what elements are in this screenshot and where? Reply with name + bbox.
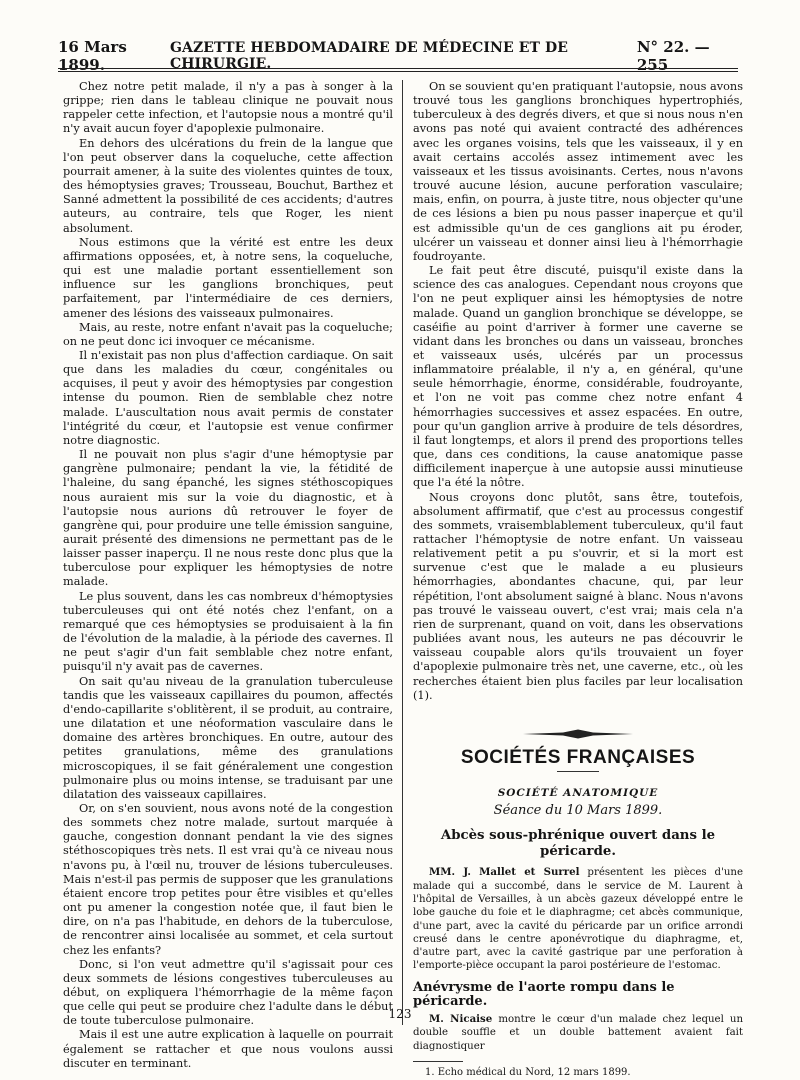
paragraph: Chez notre petit malade, il n'y a pas à songer à la grippe; rien dans le tableau clinique ne pouvait nous rappeler cette infection, et l'autopsie nous a montré qu'il n'y avait aucun foyer d'apoplexie pulmonaire.	[63, 80, 393, 136]
paragraph: Nous estimons que la vérité est entre les deux affirmations opposées, et, à notre sens, la coqueluche, qui est une maladie portant essentiellement son influence sur les ganglions bronchiques, peut parfaitement, par l'intermédiaire de ces derniers, amener des lésions des vaisseaux pulmonaires.	[63, 235, 393, 320]
paragraph: On se souvient qu'en pratiquant l'autopsie, nous avons trouvé tous les ganglions bronchiques hypertrophiés, tuberculeux à des degrés divers, et que si nous nous n'en avons pas noté qui avaient contracté des adhérences avec les organes voisins, tels que les vaisseaux, il y en avait certains accolés assez intimement avec les vaisseaux et les tissus avoisinants. Certes, nous n'avons trouvé aucune lésion, aucune perforation vasculaire; mais, enfin, on pourra, à juste titre, nous objecter qu'une de ces lésions a bien pu nous passer inaperçue et qu'il est admissible qu'un de ces ganglions ait pu éroder, ulcérer un vaisseau et donner ainsi lieu à l'hémorrhagie foudroyante.	[413, 80, 743, 263]
report-title: Abcès sous-phrénique ouvert dans le péricarde.	[440, 828, 716, 860]
paragraph: Il ne pouvait non plus s'agir d'une hémoptysie par gangrène pulmonaire; pendant la vie, la fétidité de l'haleine, du sang épanché, les signes stéthoscopiques nous auraient mis sur la voie du diagnostic, et à l'autopsie nous aurions dû retrouver le foyer de gangrène qui, pour produire une telle émission sanguine, aurait présenté des dimensions ne permettant pas de le laisser passer inaperçu. Il ne nous reste donc plus que la tuberculose pour expliquer les hémoptysies de notre malade.	[63, 448, 393, 589]
journal-title: GAZETTE HEBDOMADAIRE DE MÉDECINE ET DE CHIRURGIE.	[169, 40, 568, 72]
footnote-rule	[413, 1061, 463, 1062]
paragraph: Nous croyons donc plutôt, sans être, toutefois, absolument affirmatif, que c'est au processus congestif des sommets, vraisemblablement tuberculeux, qu'il faut rattacher l'hémoptysie de notre enfant. Un vaisseau relativement petit a pu s'ouvrir, et si la mort est survenue c'est que le malade a eu plusieurs hémorrhagies, abondantes chacune, qui, par leur répétition, l'ont absolument saigné à blanc. Nous n'avons pas trouvé le vaisseau ouvert, c'est vrai; mais cela n'a rien de surprenant, quand on voit, dans les observations publiées avant nous, les auteurs ne pas découvrir le vaisseau coupable alors qu'ils trouvaient un foyer d'apoplexie pulmonaire très net, une caverne, etc., où les recherches étaient bien plus faciles par leur localisation (1).	[413, 490, 743, 702]
header-rule	[58, 68, 738, 69]
society-name: SOCIÉTÉ ANATOMIQUE	[497, 787, 659, 800]
header-date: 16 Mars 1899.	[58, 38, 127, 74]
footnote: 1. Echo médical du Nord, 12 mars 1899.	[425, 1066, 631, 1078]
left-column	[63, 80, 393, 1071]
report-body	[413, 866, 743, 972]
paragraph: En dehors des ulcérations du frein de la langue que l'on peut observer dans la coqueluche, cette affection pourrait amener, à la suite des violentes quintes de toux, des hémoptysies graves; Trousseau, Bouchut, Barthez et Sanné admettent la possibilité de ces accidents; d'autres auteurs, au contraire, tels que Roger, les nient absolument.	[63, 136, 393, 235]
column-divider	[402, 80, 403, 1025]
heading-rule	[557, 771, 599, 772]
paragraph: Le fait peut être discuté, puisqu'il existe dans la science des cas analogues. Cependant nous croyons que l'on ne peut expliquer ainsi les hémoptysies de notre malade. Quand un ganglion bronchique se développe, se caséifie au point d'arriver à former une caverne se vidant dans les bronches ou dans un vaisseau, bronches et vaisseaux usés, ulcérés par un processus inflammatoire préalable, il n'y a, en général, qu'une seule hémorrhagie, énorme, considérable, foudroyante, et l'on ne voit pas comme chez notre enfant 4 hémorrhagies successives et assez espacées. En outre, pour qu'un ganglion arrive à produire de tels désordres, il faut longtemps, et alors il prend des proportions telles que, dans ces conditions, la cause anatomique passe difficilement inaperçue à une autopsie aussi minutieuse que l'a été la nôtre.	[413, 264, 743, 490]
paragraph: Mais, au reste, notre enfant n'avait pas la coqueluche; on ne peut donc ici invoquer ce mécanisme.	[63, 320, 393, 348]
issue-page-number: N° 22. — 255	[636, 38, 710, 74]
section-heading: SOCIÉTÉS FRANÇAISES	[460, 746, 696, 768]
page-number: 123	[388, 1007, 412, 1021]
paragraph: Or, on s'en souvient, nous avons noté de la congestion des sommets chez notre malade, surtout marquée à gauche, congestion donnant pendant la vie des signes stéthoscopiques très nets. Il est vrai qu'à ce niveau nous n'avons pu, à l'œil nu, trouver de lésions tuberculeuses. Mais n'est-il pas permis de supposer que les granulations étaient encore trop petites pour être visibles et qu'elles ont pu amener la congestion notée que, il faut bien le dire, on n'a pas l'habitude, en dehors de la tuberculose, de rencontrer ainsi localisée au sommet, et cela surtout chez les enfants?	[63, 801, 393, 957]
paragraph: On sait qu'au niveau de la granulation tuberculeuse tandis que les vaisseaux capillaires du poumon, affectés d'endo-capillarite s'oblitèrent, il se produit, au contraire, une dilatation et une néoformation vasculaire dans le domaine des artères bronchiques. En outre, autour des petites granulations, même des granulations microscopiques, il se fait généralement une congestion pulmonaire plus ou moins intense, se traduisant par une dilatation des vaisseaux capillaires.	[63, 674, 393, 801]
report-text: montre le cœur d'un malade chez lequel un double souffle et un double battement avaient fait diagnostiquer	[413, 1014, 744, 1052]
right-column	[413, 80, 743, 1080]
report-title: Anévrysme de l'aorte rompu dans le péricarde.	[413, 979, 675, 1009]
report-authors: MM. J. Mallet et Surrel	[429, 866, 580, 879]
paragraph: Il n'existait pas non plus d'affection cardiaque. On sait que dans les maladies du cœur, congénitales ou acquises, il peut y avoir des hémoptysies par congestion intense du poumon. Rien de semblable chez notre malade. L'auscultation nous avait permis de constater l'intégrité du cœur, et l'autopsie est venue confirmer notre diagnostic.	[63, 348, 393, 447]
paragraph: Donc, si l'on veut admettre qu'il s'agissait pour ces deux sommets de lésions congestives tuberculeuses au début, on expliquera l'hémorrhagie de la même façon que celle qui peut se produire chez l'adulte dans le début de toute tuberculose pulmonaire.	[63, 957, 393, 1028]
ornament-rule-icon	[523, 729, 633, 739]
paragraph: Le plus souvent, dans les cas nombreux d'hémoptysies tuberculeuses qui ont été notés chez l'enfant, on a remarqué que ces hémoptysies se produisaient à la fin de l'évolution de la maladie, à la période des cavernes. Il ne peut s'agir d'un fait semblable chez notre enfant, puisqu'il n'y avait pas de cavernes.	[63, 589, 393, 674]
report-author: M. Nicaise	[429, 1013, 493, 1026]
report-text: présentent les pièces d'une malade qui a succombé, dans le service de M. Laurent à l'hôpital de Versailles, à un abcès gazeux développé entre le lobe gauche du foie et le diaphragme; cet abcès communique, d'une part, avec la cavité du péricarde par un orifice arrondi creusé dans le centre aponévrotique du diaphragme, et, d'autre part, avec la cavité gastrique par une perforation à l'emporte-pièce occupant la paroi postérieure de l'estomac.	[413, 867, 743, 972]
session-date: Séance du 10 Mars 1899.	[493, 803, 663, 819]
paragraph: Mais il est une autre explication à laquelle on pourrait également se rattacher et que nous voulons aussi discuter en terminant.	[63, 1028, 393, 1070]
running-header	[58, 38, 738, 74]
header-rule-secondary	[58, 71, 738, 72]
section-ornament	[413, 729, 743, 739]
